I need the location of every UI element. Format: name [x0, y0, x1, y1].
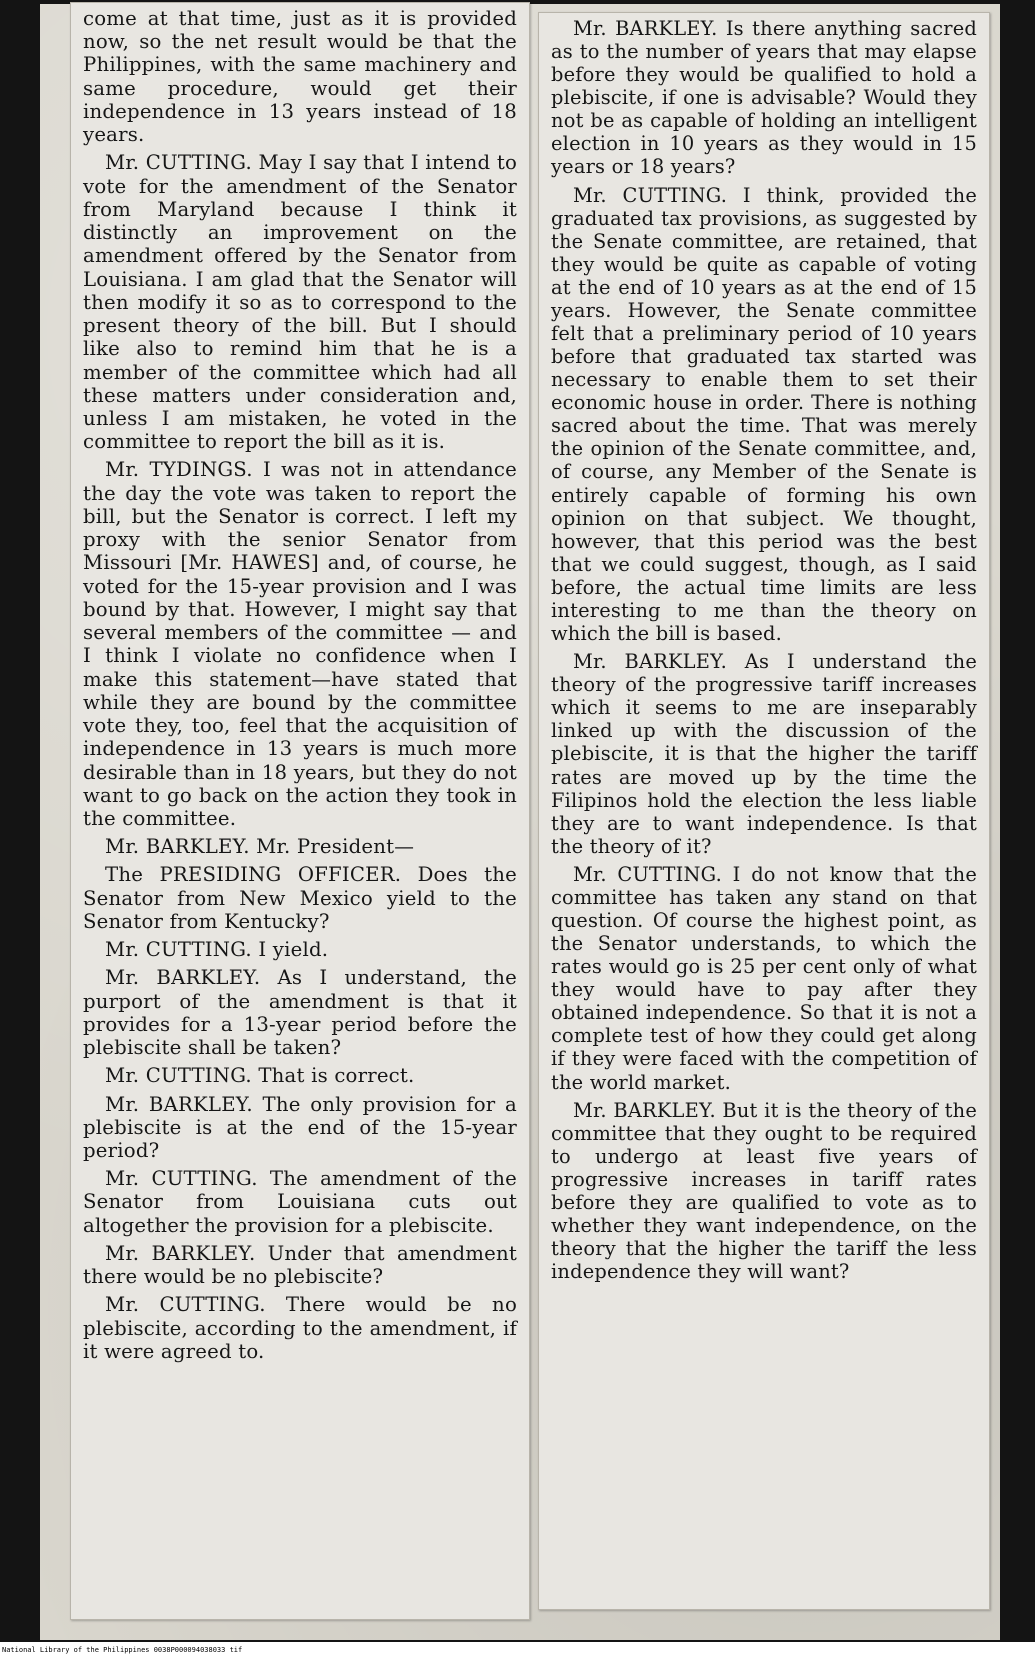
paragraph-left-2: Mr. CUTTING. May I say that I intend to vote for the amendment of the Senator from Maryland because I think it distinctly an improvement on the amendment offered by the Senator from Louisiana. I am glad that the Senator will then modify it so as to correspond to the present theory of the bill. But I should like also to remind him that he is a member of the committee which had all these matters under consideration and, unless I am mistaken, he voted in the committee to report the bill as it is.: [83, 151, 517, 454]
paragraph-left-5: The PRESIDING OFFICER. Does the Senator from New Mexico yield to the Senator from Kentucky?: [83, 863, 517, 933]
paragraph-left-11: Mr. BARKLEY. Under that amendment there would be no plebiscite?: [83, 1241, 517, 1289]
paragraph-right-3: Mr. BARKLEY. As I understand the theory of the progressive tariff increases which it seems to me are inseparably linked up with the discussion of the plebiscite, it is that the higher the tariff rates are moved up by the time the Filipinos hold the election the less liable they are to want independence. Is that the theory of it?: [551, 650, 977, 858]
paragraph-left-3: Mr. TYDINGS. I was not in attendance the day the vote was taken to report the bill, but the Senator is correct. I left my proxy with the senior Senator from Missouri [Mr. HAWES] and, of course, he voted for the 15-year provision and I was bound by that. However, I might say that several members of the committee — and I think I violate no confidence when I make this statement—have stated that while they are bound by the committee vote they, too, feel that the acquisition of independence in 13 years is much more desirable than in 18 years, but they do not want to go back on the action they took in the committee.: [83, 458, 517, 830]
paragraph-left-6: Mr. CUTTING. I yield.: [105, 938, 329, 962]
paragraph-left-12: Mr. CUTTING. There would be no plebiscite, according to the amendment, if it were agreed to.: [83, 1293, 517, 1363]
archive-caption: National Library of the Philippines 0038P000094038033 tif: [2, 1646, 243, 1654]
right-column: [538, 12, 990, 1610]
paragraph-right-1: Mr. BARKLEY. Is there anything sacred as to the number of years that may elapse before they would be qualified to hold a plebiscite, if one is advisable? Would they not be as capable of holding an intelligent election in 10 years as they would in 15 years or 18 years?: [551, 17, 977, 179]
left-column: [70, 2, 530, 1620]
paragraph-left-7: Mr. BARKLEY. As I understand, the purport of the amendment is that it provides for a 13-year period before the plebiscite shall be taken?: [83, 966, 517, 1060]
paragraph-left-1: come at that time, just as it is provided now, so the net result would be that the Philippines, with the same machinery and same procedure, would get their independence in 13 years instead of 18 years.: [83, 7, 517, 147]
paragraph-right-2: Mr. CUTTING. I think, provided the graduated tax provisions, as suggested by the Senate committee, are retained, that they would be quite as capable of voting at the end of 10 years as at the end of 15 years. However, the Senate committee felt that a preliminary period of 10 years before that graduated tax started was necessary to enable them to set their economic house in order. There is nothing sacred about the time. That was merely the opinion of the Senate committee, and, of course, any Member of the Senate is entirely capable of forming his own opinion on that subject. We thought, however, that this period was the best that we could suggest, though, as I said before, the actual time limits are less interesting to me than the theory on which the bill is based.: [551, 183, 977, 646]
paragraph-left-4: Mr. BARKLEY. Mr. President—: [105, 835, 415, 859]
paragraph-right-4: Mr. CUTTING. I do not know that the committee has taken any stand on that question. Of course the highest point, as the Senator understands, to which the rates would go is 25 per cent only of what they would have to pay after they obtained independence. So that it is not a complete test of how they could get along if they were faced with the competition of the world market.: [551, 862, 977, 1094]
archive-footer: [0, 1642, 1035, 1658]
paragraph-left-10: Mr. CUTTING. The amendment of the Senator from Louisiana cuts out altogether the provision for a plebiscite.: [83, 1167, 517, 1237]
paragraph-left-8: Mr. CUTTING. That is correct.: [105, 1064, 415, 1088]
paragraph-right-5: Mr. BARKLEY. But it is the theory of the committee that they ought to be required to undergo at least five years of progressive increases in tariff rates before they are qualified to vote as to whether they want independence, on the theory that the higher the tariff the less independence they will want?: [551, 1098, 977, 1284]
paragraph-left-9: Mr. BARKLEY. The only provision for a plebiscite is at the end of the 15-year period?: [83, 1092, 517, 1163]
